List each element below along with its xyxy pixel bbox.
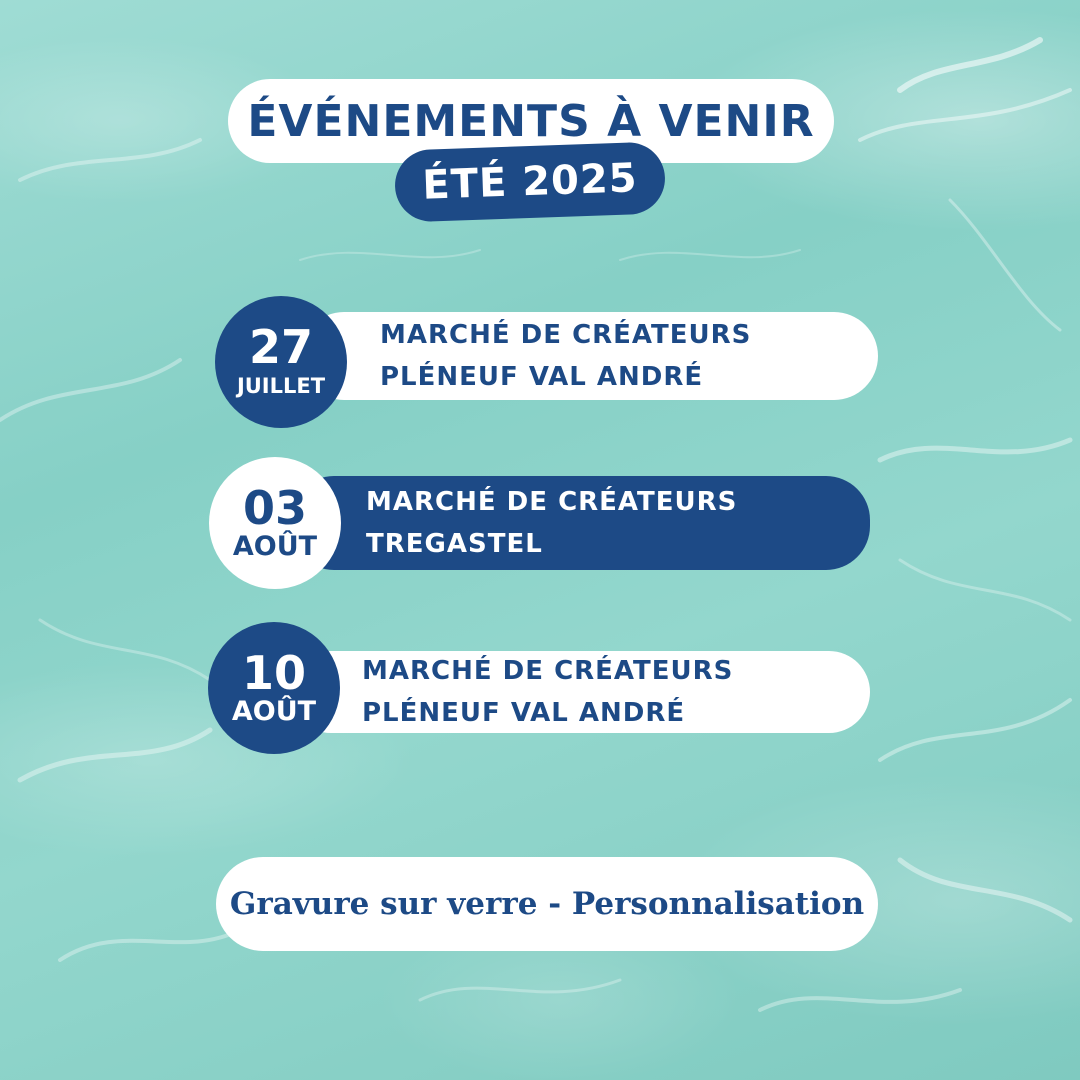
event-title: MARCHÉ DE CRÉATEURS bbox=[362, 656, 734, 686]
footer-tagline: Gravure sur verre - Personnalisation bbox=[229, 886, 865, 922]
event-month: JUILLET bbox=[236, 374, 326, 398]
event-date-badge bbox=[209, 457, 341, 589]
event-month: AOÛT bbox=[231, 696, 317, 727]
event-title: MARCHÉ DE CRÉATEURS bbox=[366, 487, 738, 517]
event-details-bar bbox=[290, 476, 870, 570]
page-title: ÉVÉNEMENTS À VENIR bbox=[247, 95, 815, 147]
event-month: AOÛT bbox=[232, 531, 318, 562]
event-location: PLÉNEUF VAL ANDRÉ bbox=[380, 362, 704, 392]
event-details-bar bbox=[290, 651, 870, 733]
event-day: 03 bbox=[242, 481, 307, 535]
season-subtitle: ÉTÉ 2025 bbox=[421, 155, 639, 209]
event-day: 10 bbox=[241, 646, 306, 700]
event-day: 27 bbox=[248, 320, 313, 374]
event-date-badge bbox=[208, 622, 340, 754]
event-details-bar bbox=[300, 312, 878, 400]
event-date-badge bbox=[215, 296, 347, 428]
event-location: TREGASTEL bbox=[366, 529, 543, 559]
footer-banner bbox=[216, 857, 878, 951]
subtitle-banner bbox=[394, 141, 666, 222]
event-location: PLÉNEUF VAL ANDRÉ bbox=[362, 698, 686, 728]
event-title: MARCHÉ DE CRÉATEURS bbox=[380, 320, 752, 350]
